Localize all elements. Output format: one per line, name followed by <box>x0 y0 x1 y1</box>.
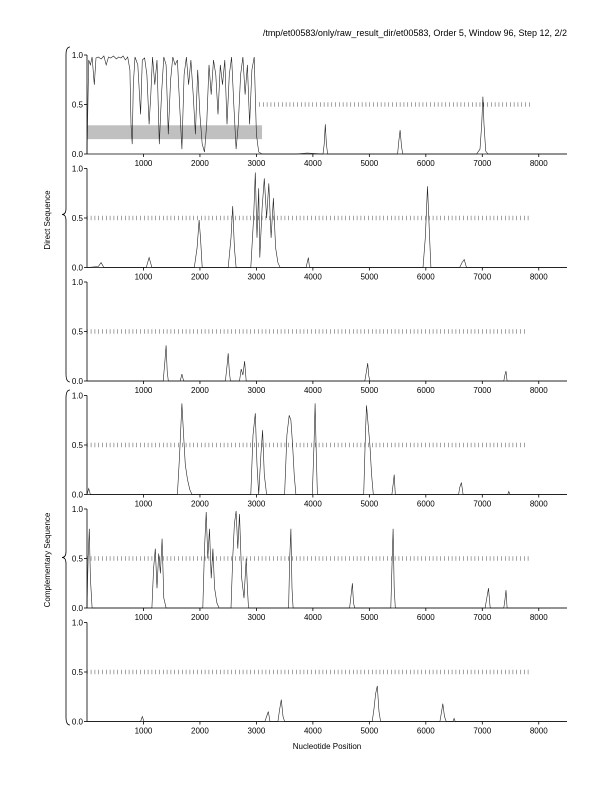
y-tick-label: 0.0 <box>71 717 83 727</box>
x-tick-label: 3000 <box>247 499 266 509</box>
x-tick-label: 3000 <box>247 159 266 168</box>
x-tick-label: 5000 <box>360 272 379 282</box>
series-line <box>87 686 567 722</box>
x-tick-label: 2000 <box>191 726 209 736</box>
x-tick-label: 2000 <box>191 613 209 622</box>
x-tick-label: 4000 <box>303 159 322 168</box>
x-tick-label: 4000 <box>303 272 322 282</box>
panel-complementary-frame-1 <box>72 392 567 509</box>
x-tick-label: 4000 <box>303 726 322 736</box>
panel-direct-frame-3 <box>72 278 567 395</box>
y-tick-label: 0.0 <box>71 604 83 613</box>
x-tick-label: 4000 <box>303 386 322 395</box>
x-tick-label: 6000 <box>416 386 435 395</box>
y-tick-label: 1.0 <box>71 505 83 514</box>
figure-header: /tmp/et00583/only/raw_result_dir/et00583, Order 5, Window 96, Step 12, 2/2 <box>262 28 567 38</box>
x-tick-label: 2000 <box>191 272 209 282</box>
x-tick-label: 1000 <box>134 159 153 168</box>
panel-complementary-frame-2 <box>72 505 567 622</box>
y-tick-label: 0.0 <box>71 263 83 273</box>
x-tick-label: 2000 <box>191 499 209 509</box>
x-tick-label: 1000 <box>134 272 153 282</box>
x-tick-label: 1000 <box>134 613 153 622</box>
complementary-sequence-brace <box>62 390 70 725</box>
x-tick-label: 7000 <box>473 499 492 509</box>
y-tick-label: 0.5 <box>71 668 83 677</box>
y-tick-label: 0.5 <box>71 100 83 110</box>
x-tick-label: 1000 <box>134 726 153 736</box>
y-tick-label: 1.0 <box>71 51 83 60</box>
y-tick-label: 1.0 <box>71 391 83 401</box>
direct-sequence-brace <box>62 47 70 382</box>
y-tick-label: 1.0 <box>71 164 83 174</box>
series-line <box>87 403 567 494</box>
x-tick-label: 8000 <box>529 499 548 509</box>
x-tick-label: 8000 <box>529 613 548 622</box>
x-tick-label: 7000 <box>473 386 492 395</box>
x-tick-label: 1000 <box>134 499 153 509</box>
x-axis-label: Nucleotide Position <box>292 742 362 751</box>
x-tick-label: 8000 <box>529 272 548 282</box>
y-tick-label: 1.0 <box>71 278 83 287</box>
x-tick-label: 3000 <box>247 726 266 736</box>
x-tick-label: 2000 <box>191 159 209 168</box>
y-tick-label: 0.0 <box>71 377 83 386</box>
x-tick-label: 3000 <box>247 386 266 395</box>
x-tick-label: 5000 <box>360 386 379 395</box>
x-tick-label: 6000 <box>416 613 435 622</box>
panel-direct-frame-2 <box>72 165 567 282</box>
panel-direct-frame-1 <box>72 51 567 168</box>
y-tick-label: 0.0 <box>71 490 83 500</box>
series-line <box>87 345 567 381</box>
x-tick-label: 8000 <box>529 726 548 736</box>
x-tick-label: 6000 <box>416 499 435 509</box>
direct-sequence-label: Direct Sequence <box>43 190 52 250</box>
x-tick-label: 6000 <box>416 726 435 736</box>
x-tick-label: 4000 <box>303 499 322 509</box>
x-tick-label: 3000 <box>247 613 266 622</box>
highlight-region <box>87 125 262 139</box>
x-tick-label: 2000 <box>191 386 209 395</box>
y-tick-label: 1.0 <box>71 618 83 628</box>
y-tick-label: 0.0 <box>71 150 83 159</box>
x-tick-label: 5000 <box>360 499 379 509</box>
x-tick-label: 6000 <box>416 272 435 282</box>
x-tick-label: 7000 <box>473 726 492 736</box>
x-tick-label: 6000 <box>416 159 435 168</box>
x-tick-label: 4000 <box>303 613 322 622</box>
x-tick-label: 3000 <box>247 272 266 282</box>
x-tick-label: 7000 <box>473 159 492 168</box>
complementary-sequence-label: Complementary Sequence <box>43 512 52 608</box>
panel-complementary-frame-3 <box>72 619 567 736</box>
x-tick-label: 7000 <box>473 613 492 622</box>
group-braces <box>62 47 70 725</box>
y-tick-label: 0.5 <box>71 441 83 450</box>
panels <box>72 51 567 736</box>
x-tick-label: 5000 <box>360 159 379 168</box>
x-tick-label: 8000 <box>529 386 548 395</box>
x-tick-label: 7000 <box>473 272 492 282</box>
x-tick-label: 5000 <box>360 613 379 622</box>
x-tick-label: 8000 <box>529 159 548 168</box>
y-tick-label: 0.5 <box>71 554 83 564</box>
y-tick-label: 0.5 <box>71 327 83 337</box>
y-tick-label: 0.5 <box>71 214 83 223</box>
x-tick-label: 1000 <box>134 386 153 395</box>
x-tick-label: 5000 <box>360 726 379 736</box>
